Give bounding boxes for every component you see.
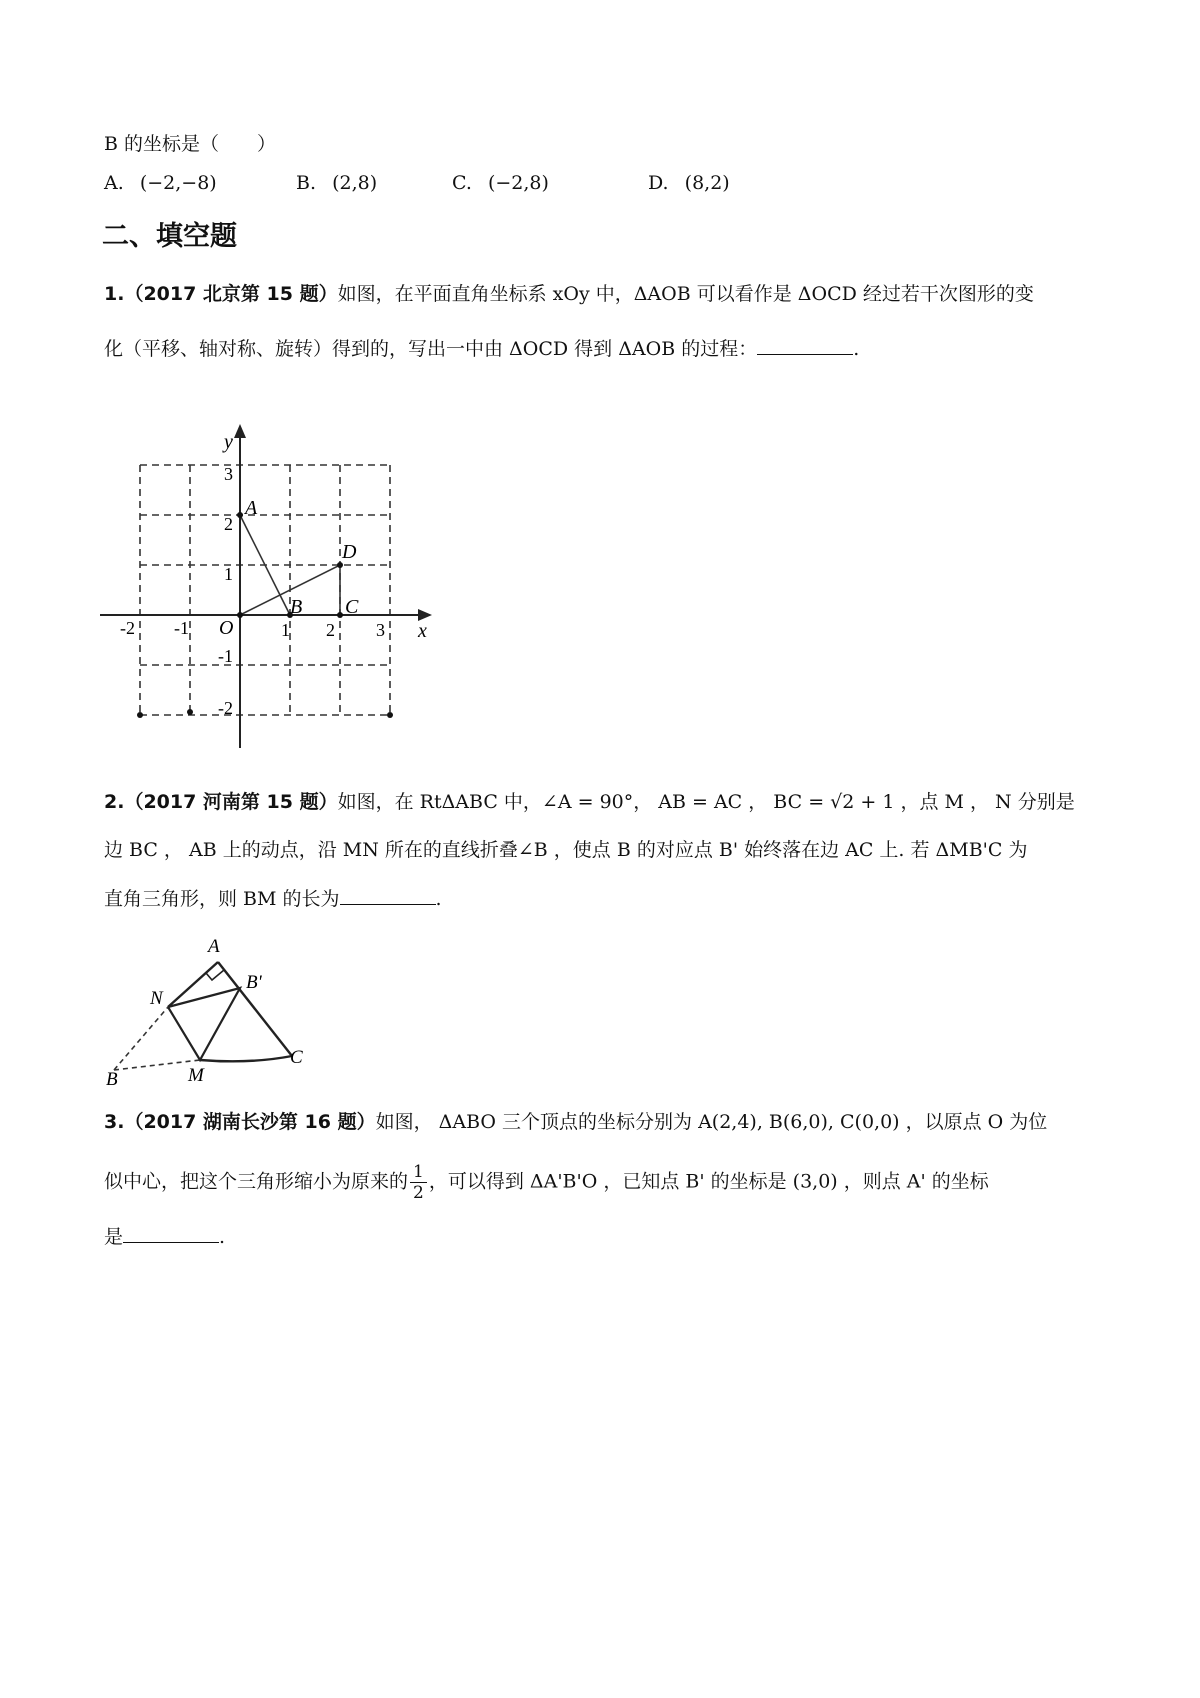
q1-point-a [237, 512, 243, 518]
option-a[interactable] [104, 172, 217, 194]
q1-grid-dot [137, 712, 143, 718]
option-d-value: (8,2) [684, 172, 730, 194]
option-c-label: C. [452, 172, 472, 194]
q2-line-1 [104, 788, 1075, 816]
q3-text-2b: ，可以得到 ΔA'B'O ，已知点 B' 的坐标是 (3,0) ，则点 A' 的坐标 [428, 1170, 989, 1193]
q3-text-1: 如图， ΔABO 三个顶点的坐标分别为 A(2,4), B(6,0), C(0,0) ，以原点 O 为位 [375, 1111, 1048, 1133]
q1-x-tick: 2 [326, 620, 335, 640]
q1-x-axis-label: x [418, 620, 427, 642]
q1-y-tick: 3 [224, 464, 233, 484]
q2-text-1: 如图，在 RtΔABC 中，∠A = 90°， AB = AC ， BC = √2 + 1 ，点 M ， N 分别是 [337, 791, 1075, 813]
q1-grid-dot [387, 712, 393, 718]
option-b-label: B. [296, 172, 317, 194]
q1-label-d: D [342, 541, 357, 563]
q3-line-2 [104, 1162, 989, 1203]
q1-line-1 [104, 280, 1034, 308]
q3-text-3-end: . [219, 1226, 226, 1248]
q1-answer-blank[interactable] [757, 334, 853, 355]
q1-y-tick: 1 [224, 564, 233, 584]
q1-label-b: B [290, 596, 303, 618]
q1-segment-ab [240, 515, 290, 615]
q2-label-b: B [106, 1069, 118, 1088]
q1-x-tick: -1 [174, 618, 189, 638]
q1-label-a: A [245, 497, 258, 519]
q1-origin-label: O [219, 617, 234, 639]
q2-text-3-end: . [435, 888, 442, 910]
section-title: 二、填空题 [102, 221, 237, 252]
q1-text-2-end: . [853, 338, 860, 360]
q2-line-2 [104, 836, 1027, 864]
q1-x-tick: 3 [376, 620, 385, 640]
q1-y-tick: 2 [224, 514, 233, 534]
q2-label-m: M [188, 1065, 204, 1086]
q1-y-axis-label: y [224, 431, 233, 453]
q2-triangle-figure [100, 928, 310, 1088]
q3-line-3 [104, 1222, 225, 1251]
q1-y-tick: -1 [218, 646, 233, 666]
q1-label-c: C [345, 596, 359, 618]
q1-text-1: 如图，在平面直角坐标系 xOy 中，ΔAOB 可以看作是 ΔOCD 经过若干次图形的变 [337, 283, 1034, 305]
q1-coordinate-figure [100, 418, 440, 752]
q2-head: 2.（2017 河南第 15 题） [104, 791, 338, 813]
q1-x-tick: -2 [120, 618, 135, 638]
option-d-label: D. [648, 172, 669, 194]
q2-label-c: C [290, 1047, 303, 1068]
option-c-value: (−2,8) [487, 172, 549, 194]
q2-label-b-prime: B' [246, 972, 262, 993]
option-b-value: (2,8) [332, 172, 378, 194]
q1-point-c [337, 612, 343, 618]
q1-text-2: 化（平移、轴对称、旋转）得到的，写出一中由 ΔOCD 得到 ΔAOB 的过程： [104, 338, 758, 360]
q3-frac-den: 2 [413, 1183, 424, 1203]
q2-dashed-bn [114, 1007, 168, 1070]
q2-text-2: 边 BC ， AB 上的动点，沿 MN 所在的直线折叠∠B ，使点 B 的对应点 B' 始终落在边 AC 上. 若 ΔMB'C 为 [104, 839, 1028, 861]
q1-grid-dot [187, 709, 193, 715]
q3-head: 3.（2017 湖南长沙第 16 题） [104, 1111, 376, 1133]
q3-text-3: 是 [104, 1226, 124, 1248]
q1-x-tick: 1 [281, 620, 290, 640]
q1-line-2 [104, 334, 859, 363]
q2-answer-blank[interactable] [340, 884, 436, 905]
option-d[interactable] [648, 172, 730, 194]
q1-y-arrow-icon [234, 424, 246, 438]
q2-line-3 [104, 884, 442, 913]
q3-answer-blank[interactable] [123, 1222, 219, 1243]
q2-label-a: A [208, 936, 220, 957]
q1-y-tick: -2 [218, 698, 233, 718]
q3-fraction [410, 1162, 427, 1203]
q3-text-2: 似中心，把这个三角形缩小为原来的 [104, 1170, 409, 1193]
q3-frac-num: 1 [410, 1162, 427, 1183]
q1-point-o [237, 612, 243, 618]
q2-text-3: 直角三角形，则 BM 的长为 [104, 888, 340, 910]
option-b[interactable] [296, 172, 377, 194]
option-a-label: A. [104, 172, 124, 194]
q3-line-1 [104, 1108, 1047, 1136]
q2-side-mc [200, 1056, 292, 1061]
option-c[interactable] [452, 172, 549, 194]
q1-head: 1.（2017 北京第 15 题） [104, 283, 338, 305]
prev-question-line: B 的坐标是（ ） [104, 133, 277, 155]
q1-dashed-grid [140, 465, 390, 715]
option-a-value: (−2,−8) [139, 172, 217, 194]
q2-label-n: N [150, 988, 163, 1009]
